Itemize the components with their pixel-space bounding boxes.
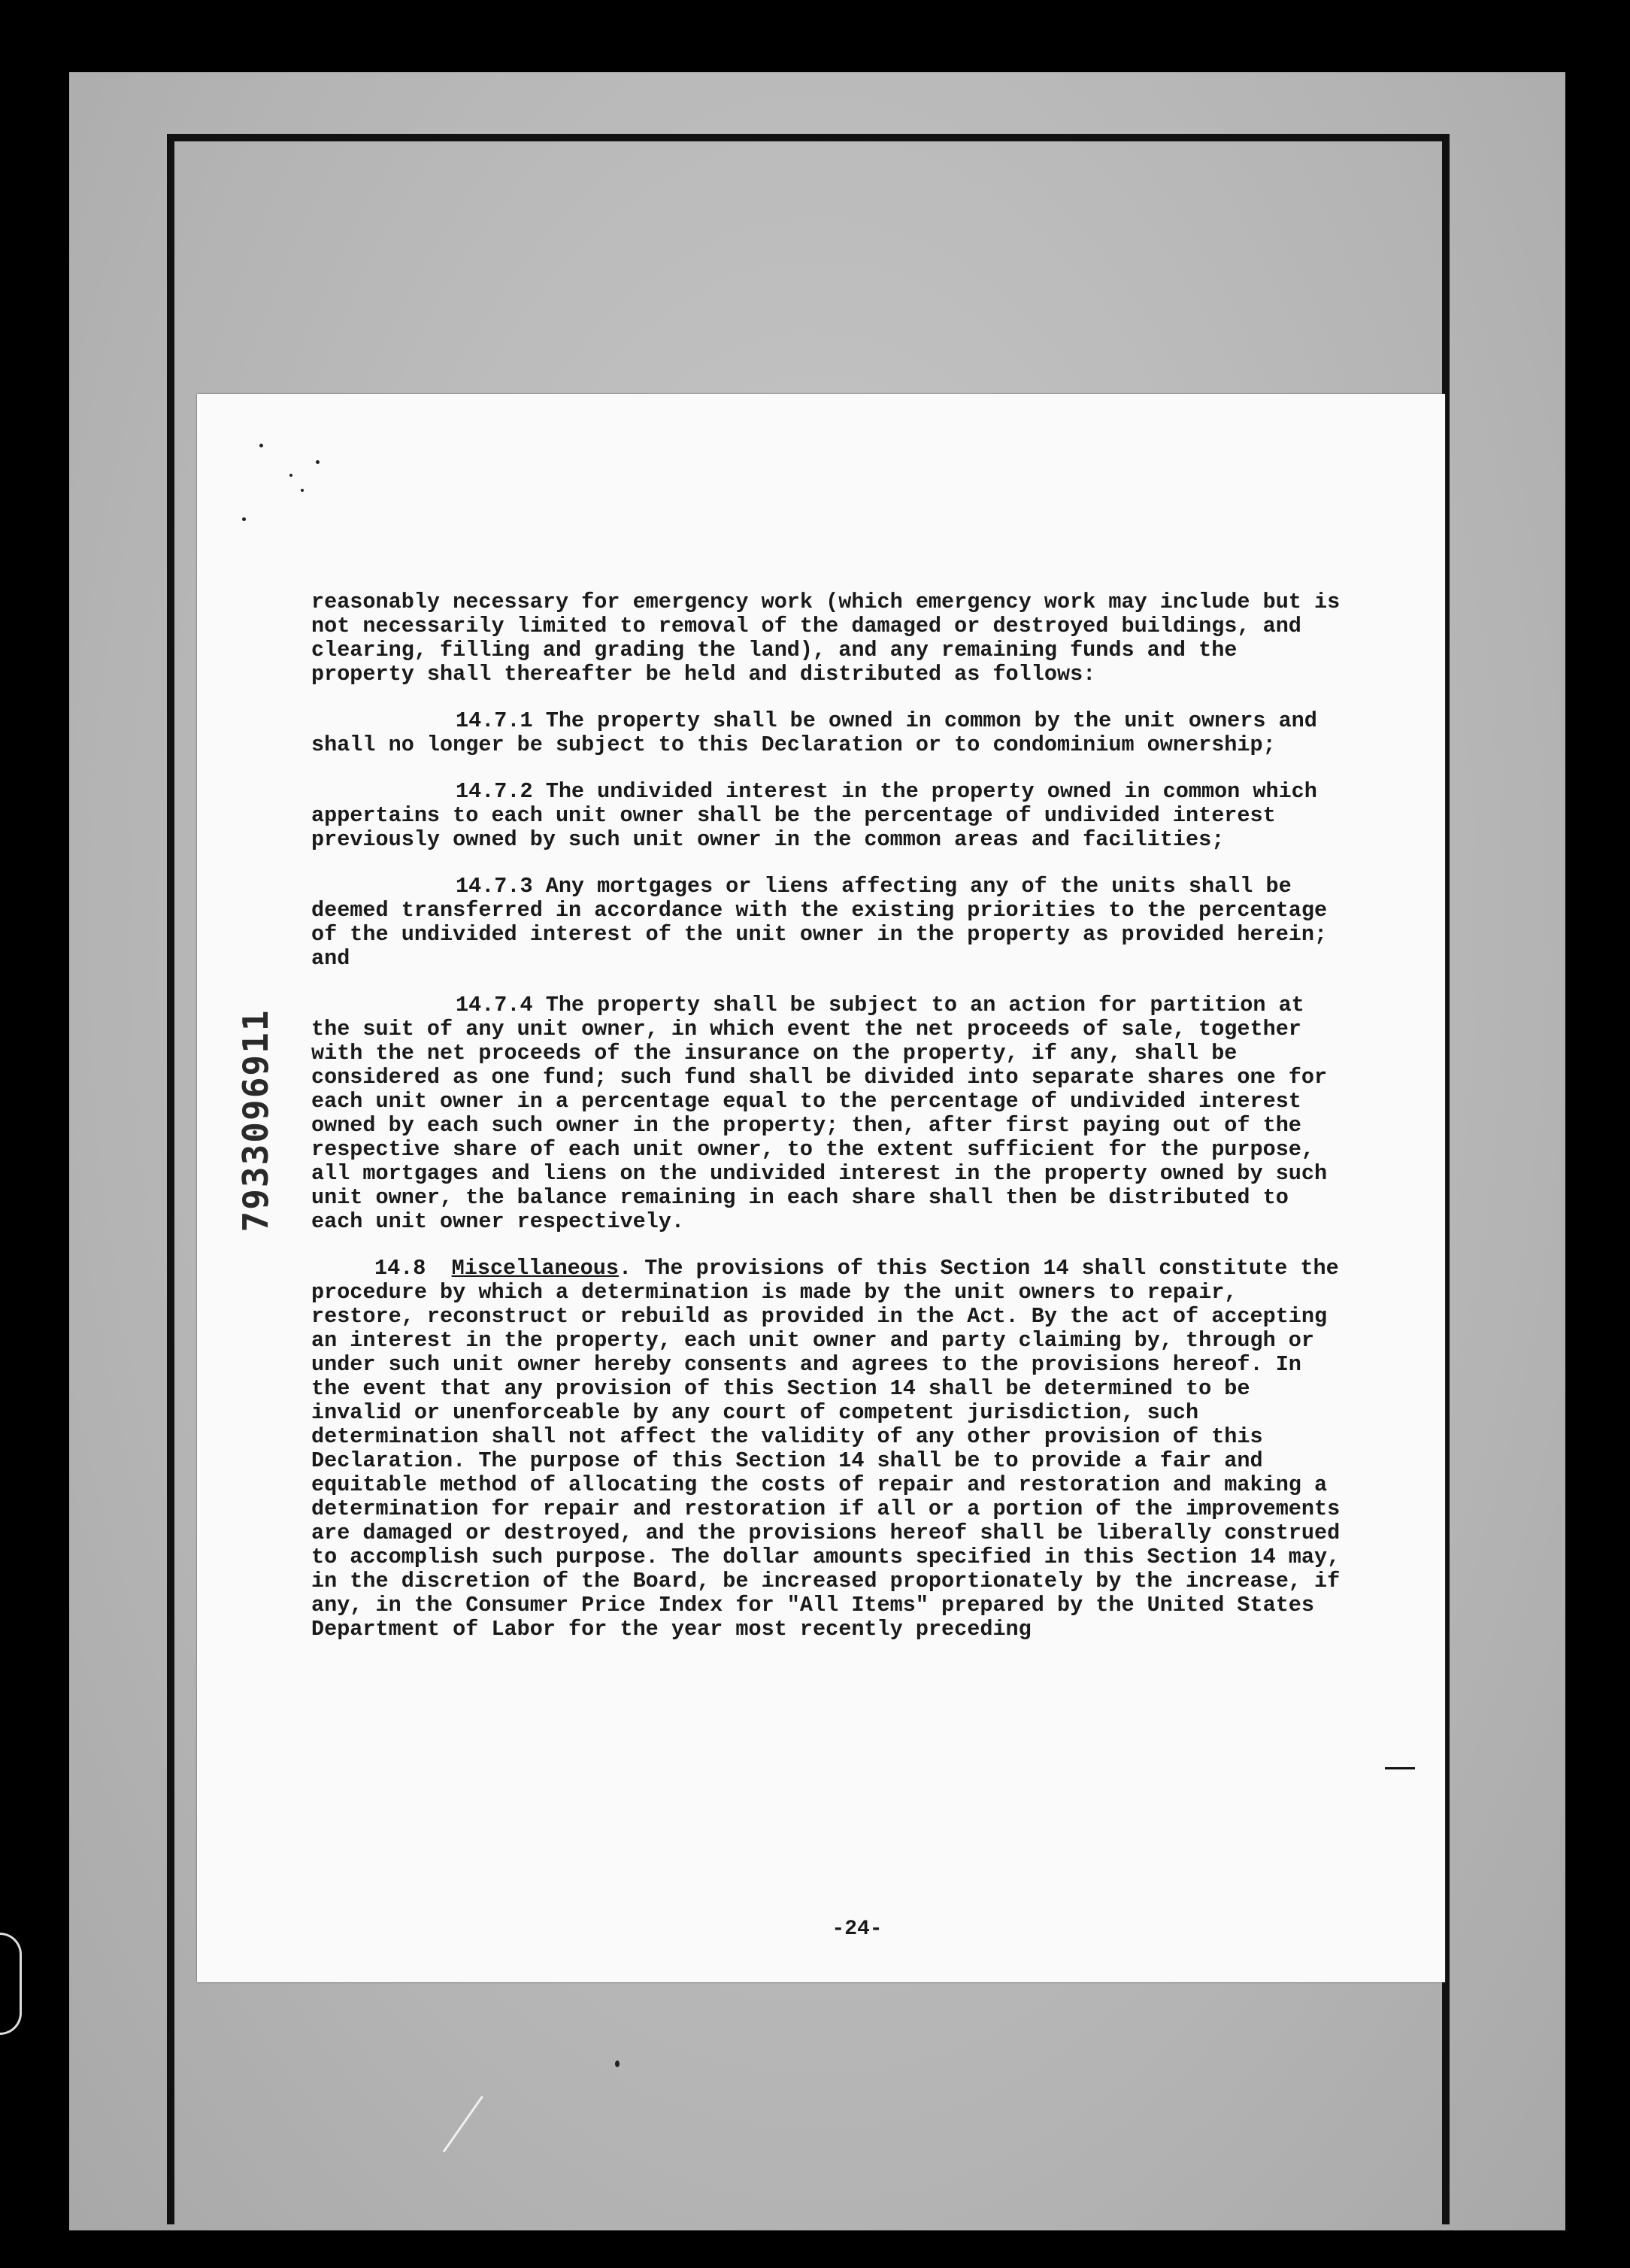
serial-number: 7933096911 xyxy=(235,1008,276,1233)
side-serial-stamp xyxy=(226,993,286,1248)
left-edge-mark xyxy=(0,1933,22,2035)
section-heading: Miscellaneous xyxy=(451,1256,619,1281)
scan-speck xyxy=(242,517,246,521)
paragraph-14-7-3: 14.7.3 Any mortgages or liens affecting any of the units shall be deemed transferred in accordance with the existing priorities to the percentage of the undivided interest of the unit owner in the property as provided herein; and xyxy=(311,874,1328,971)
right-margin-mark xyxy=(1385,1767,1415,1769)
section-number: 14.8 xyxy=(374,1256,426,1281)
paragraph-14-7-2: 14.7.2 The undivided interest in the property owned in common which appertains to each unit owner shall be the percentage of undivided interest previously owned by such unit owner in the common areas and facilities; xyxy=(311,779,1317,852)
scan-speck xyxy=(301,489,304,492)
scan-speck xyxy=(259,444,263,447)
scan-speck xyxy=(615,2060,620,2067)
paragraph-14-7-4: 14.7.4 The property shall be subject to an action for partition at the suit of any unit owner, in which event the net proceeds of sale, together with the net proceeds of the insurance on the property, if any, shall be considered as one fund; such fund shall be divided into separate shares one for each unit owner in a percentage equal to the percentage of undivided interest owned by each such owner in the property; then, after first paying out of the respective share of each unit owner, to the extent sufficient for the purpose, all mortgages and liens on the undivided interest in the property owned by such unit owner, the balance remaining in each share shall then be distributed to each unit owner respectively. xyxy=(311,993,1328,1234)
document-body xyxy=(311,590,1349,1664)
paragraph-14-7-1: 14.7.1 The property shall be owned in common by the unit owners and shall no longer be subject to this Declaration or to condominium ownership; xyxy=(311,708,1317,757)
scan-speck xyxy=(289,474,292,477)
page-number: -24- xyxy=(832,1918,883,1941)
section-body: . The provisions of this Section 14 shall constitute the procedure by which a determination is made by the unit owners to repair, restore, reconstruct or rebuild as provided in the Act. By the act of accepting an interest in the property, each unit owner and party claiming by, through or under such unit owner hereby consents and agrees to the provisions hereof. In the event that any provision of this Section 14 shall be determined to be invalid or unenforceable by any court of competent jurisdiction, such determination shall not affect the validity of any other provision of this Declaration. The purpose of this Section 14 shall be to provide a fair and equitable method of allocating the costs of repair and restoration and making a determination for repair and restoration if all or a portion of the improvements are damaged or destroyed, and the provisions hereof shall be liberally construed to accomplish such purpose. The dollar amounts specified in this Section 14 may, in the discretion of the Board, be increased proportionately by the increase, if any, in the Consumer Price Index for "All Items" prepared by the United States Department of Labor for the year most recently preceding xyxy=(311,1256,1341,1642)
paragraph-intro: reasonably necessary for emergency work (which emergency work may include but is not necessarily limited to removal of the damaged or destroyed buildings, and clearing, filling and grading the land), and any remaining funds and the property shall thereafter be held and distributed as follows: xyxy=(311,590,1341,687)
scan-speck xyxy=(316,460,320,464)
paragraph-14-8 xyxy=(311,1257,1349,1642)
